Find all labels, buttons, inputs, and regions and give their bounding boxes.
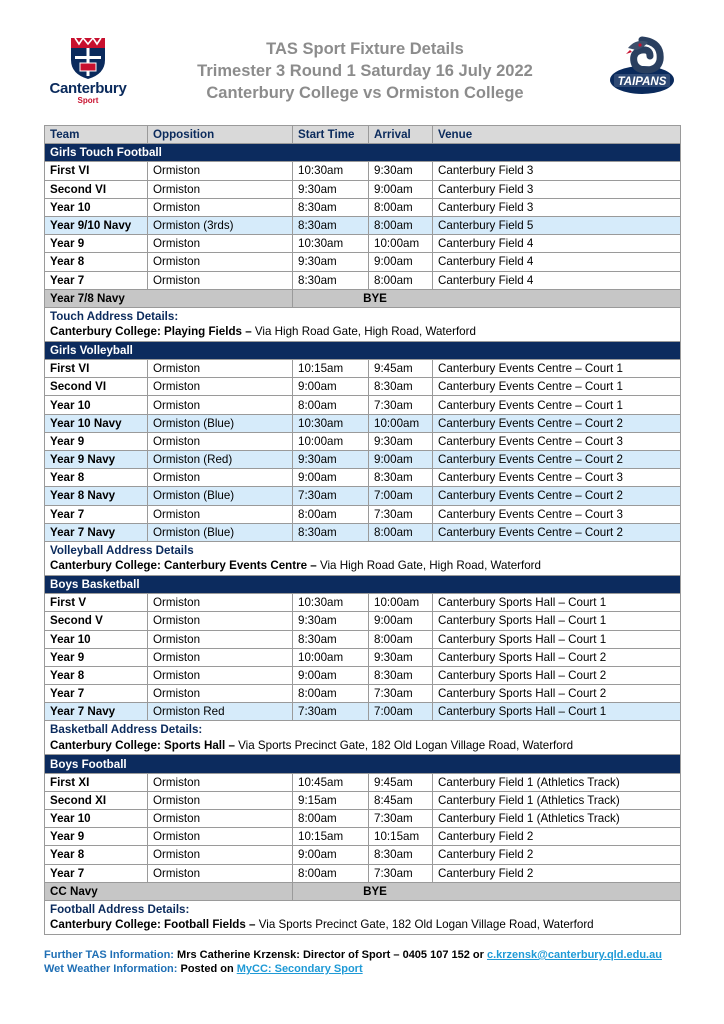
start-time-cell: 7:30am	[293, 487, 369, 505]
table-row	[45, 378, 681, 396]
opposition-cell: Ormiston	[148, 396, 293, 414]
team-cell: Year 9 Navy	[45, 451, 148, 469]
start-time-cell: 8:00am	[293, 505, 369, 523]
crest-icon	[69, 36, 107, 80]
venue-cell: Canterbury Events Centre – Court 3	[433, 469, 681, 487]
opposition-cell: Ormiston	[148, 846, 293, 864]
section-title: Girls Volleyball	[45, 341, 681, 359]
opposition-cell: Ormiston (Red)	[148, 451, 293, 469]
team-cell: Year 8 Navy	[45, 487, 148, 505]
start-time-cell: 9:15am	[293, 791, 369, 809]
arrival-cell: 9:00am	[369, 451, 433, 469]
page-header	[0, 0, 724, 120]
column-header-start-time: Start Time	[293, 126, 369, 144]
arrival-cell: 9:00am	[369, 180, 433, 198]
start-time-cell: 9:30am	[293, 180, 369, 198]
opposition-cell: Ormiston (3rds)	[148, 216, 293, 234]
table-row	[45, 505, 681, 523]
opposition-cell: Ormiston Red	[148, 703, 293, 721]
section-header-row	[45, 341, 681, 359]
table-row	[45, 791, 681, 809]
venue-cell: Canterbury Field 3	[433, 180, 681, 198]
arrival-cell: 8:00am	[369, 630, 433, 648]
address-location: Canterbury College: Canterbury Events Centre –	[50, 559, 317, 573]
venue-cell: Canterbury Field 2	[433, 846, 681, 864]
team-cell: Second VI	[45, 378, 148, 396]
address-detail: Via High Road Gate, High Road, Waterford	[251, 325, 476, 339]
section-title: Girls Touch Football	[45, 144, 681, 162]
bye-row	[45, 882, 681, 900]
arrival-cell: 8:00am	[369, 271, 433, 289]
table-row	[45, 198, 681, 216]
table-header-row	[45, 126, 681, 144]
bye-team-cell: Year 7/8 Navy	[45, 289, 293, 307]
title-line-1: TAS Sport Fixture Details	[266, 40, 464, 58]
arrival-cell: 10:00am	[369, 594, 433, 612]
team-cell: Year 7 Navy	[45, 523, 148, 541]
footer-weather-text: Posted on	[177, 963, 237, 975]
venue-cell: Canterbury Field 4	[433, 235, 681, 253]
arrival-cell: 10:15am	[369, 828, 433, 846]
section-title: Boys Football	[45, 755, 681, 773]
bye-row	[45, 289, 681, 307]
table-row	[45, 703, 681, 721]
venue-cell: Canterbury Field 3	[433, 162, 681, 180]
address-cell	[45, 900, 681, 934]
arrival-cell: 8:00am	[369, 216, 433, 234]
team-cell: Year 10	[45, 396, 148, 414]
team-cell: Year 9	[45, 648, 148, 666]
opposition-cell: Ormiston	[148, 253, 293, 271]
team-cell: Year 9	[45, 235, 148, 253]
table-row	[45, 864, 681, 882]
opposition-cell: Ormiston (Blue)	[148, 523, 293, 541]
title-line-3: Canterbury College vs Ormiston College	[206, 84, 524, 102]
arrival-cell: 7:30am	[369, 864, 433, 882]
arrival-cell: 9:00am	[369, 612, 433, 630]
start-time-cell: 9:00am	[293, 378, 369, 396]
arrival-cell: 8:30am	[369, 469, 433, 487]
start-time-cell: 9:00am	[293, 469, 369, 487]
footer-info-label: Further TAS Information:	[44, 949, 174, 961]
arrival-cell: 7:30am	[369, 505, 433, 523]
start-time-cell: 10:30am	[293, 235, 369, 253]
address-detail: Via Sports Precinct Gate, 182 Old Logan Village Road, Waterford	[255, 918, 594, 932]
address-detail: Via High Road Gate, High Road, Waterford	[316, 559, 541, 573]
bye-status-cell	[293, 882, 681, 900]
venue-cell: Canterbury Field 3	[433, 198, 681, 216]
start-time-cell: 9:30am	[293, 253, 369, 271]
opposition-cell: Ormiston	[148, 235, 293, 253]
title-line-2: Trimester 3 Round 1 Saturday 16 July 2022	[197, 62, 533, 80]
team-cell: Year 7	[45, 685, 148, 703]
table-row	[45, 216, 681, 234]
opposition-cell: Ormiston	[148, 666, 293, 684]
venue-cell: Canterbury Sports Hall – Court 1	[433, 612, 681, 630]
opposition-cell: Ormiston	[148, 432, 293, 450]
section-header-row	[45, 575, 681, 593]
opposition-cell: Ormiston	[148, 360, 293, 378]
start-time-cell: 8:30am	[293, 216, 369, 234]
venue-cell: Canterbury Events Centre – Court 2	[433, 451, 681, 469]
venue-cell: Canterbury Sports Hall – Court 1	[433, 630, 681, 648]
address-title: Football Address Details:	[50, 902, 190, 916]
opposition-cell: Ormiston	[148, 612, 293, 630]
table-row	[45, 846, 681, 864]
column-header-opposition: Opposition	[148, 126, 293, 144]
venue-cell: Canterbury Field 4	[433, 253, 681, 271]
table-row	[45, 666, 681, 684]
venue-cell: Canterbury Field 1 (Athletics Track)	[433, 810, 681, 828]
team-cell: Year 7 Navy	[45, 703, 148, 721]
address-row	[45, 900, 681, 934]
bye-label: BYE	[363, 884, 387, 898]
arrival-cell: 7:30am	[369, 810, 433, 828]
team-cell: Second V	[45, 612, 148, 630]
venue-cell: Canterbury Field 4	[433, 271, 681, 289]
address-row	[45, 541, 681, 575]
opposition-cell: Ormiston (Blue)	[148, 414, 293, 432]
opposition-cell: Ormiston (Blue)	[148, 487, 293, 505]
table-row	[45, 612, 681, 630]
arrival-cell: 9:30am	[369, 162, 433, 180]
address-location: Canterbury College: Football Fields –	[50, 918, 256, 932]
opposition-cell: Ormiston	[148, 469, 293, 487]
table-row	[45, 451, 681, 469]
bye-status-cell	[293, 289, 681, 307]
start-time-cell: 10:15am	[293, 360, 369, 378]
table-row	[45, 432, 681, 450]
snake-mascot-icon	[606, 36, 678, 104]
arrival-cell: 8:00am	[369, 523, 433, 541]
start-time-cell: 7:30am	[293, 703, 369, 721]
table-row	[45, 523, 681, 541]
start-time-cell: 8:00am	[293, 396, 369, 414]
team-cell: Year 7	[45, 505, 148, 523]
team-cell: Second XI	[45, 791, 148, 809]
arrival-cell: 8:30am	[369, 378, 433, 396]
table-row	[45, 414, 681, 432]
table-row	[45, 773, 681, 791]
venue-cell: Canterbury Sports Hall – Court 1	[433, 703, 681, 721]
opposition-cell: Ormiston	[148, 271, 293, 289]
start-time-cell: 9:00am	[293, 666, 369, 684]
arrival-cell: 7:00am	[369, 703, 433, 721]
arrival-cell: 7:00am	[369, 487, 433, 505]
address-title: Touch Address Details:	[50, 309, 179, 323]
venue-cell: Canterbury Field 2	[433, 864, 681, 882]
footer-email-link[interactable]: c.krzensk@canterbury.qld.edu.au	[486, 949, 662, 961]
start-time-cell: 8:30am	[293, 198, 369, 216]
address-cell	[45, 541, 681, 575]
team-cell: Year 9	[45, 828, 148, 846]
opposition-cell: Ormiston	[148, 198, 293, 216]
team-cell: Year 7	[45, 864, 148, 882]
venue-cell: Canterbury Field 1 (Athletics Track)	[433, 773, 681, 791]
footer-info-line	[44, 948, 704, 962]
start-time-cell: 10:00am	[293, 648, 369, 666]
venue-cell: Canterbury Events Centre – Court 1	[433, 378, 681, 396]
fixture-table	[44, 125, 681, 935]
table-row	[45, 630, 681, 648]
taipans-logo	[606, 36, 678, 104]
canterbury-logo	[40, 36, 136, 108]
arrival-cell: 7:30am	[369, 396, 433, 414]
address-title: Basketball Address Details:	[50, 723, 203, 737]
team-cell: Second VI	[45, 180, 148, 198]
team-cell: Year 9	[45, 432, 148, 450]
start-time-cell: 8:30am	[293, 630, 369, 648]
venue-cell: Canterbury Field 1 (Athletics Track)	[433, 791, 681, 809]
arrival-cell: 10:00am	[369, 414, 433, 432]
team-cell: Year 10	[45, 630, 148, 648]
column-header-venue: Venue	[433, 126, 681, 144]
team-cell: Year 10	[45, 810, 148, 828]
opposition-cell: Ormiston	[148, 828, 293, 846]
table-row	[45, 162, 681, 180]
start-time-cell: 10:15am	[293, 828, 369, 846]
table-row	[45, 235, 681, 253]
table-row	[45, 648, 681, 666]
footer-weather-label: Wet Weather Information:	[44, 963, 178, 975]
opposition-cell: Ormiston	[148, 180, 293, 198]
opposition-cell: Ormiston	[148, 594, 293, 612]
arrival-cell: 8:45am	[369, 791, 433, 809]
page-title	[150, 38, 580, 104]
venue-cell: Canterbury Field 5	[433, 216, 681, 234]
team-cell: Year 8	[45, 253, 148, 271]
venue-cell: Canterbury Sports Hall – Court 2	[433, 685, 681, 703]
start-time-cell: 9:30am	[293, 612, 369, 630]
logo-name: Canterbury	[49, 80, 127, 97]
footer-info-text: Mrs Catherine Krzensk: Director of Sport – 0405 107 152 or	[173, 949, 487, 961]
opposition-cell: Ormiston	[148, 648, 293, 666]
start-time-cell: 10:45am	[293, 773, 369, 791]
start-time-cell: 8:30am	[293, 271, 369, 289]
fixture-table-body	[45, 126, 681, 935]
venue-cell: Canterbury Field 2	[433, 828, 681, 846]
footer-weather-link[interactable]: MyCC: Secondary Sport	[236, 963, 363, 975]
arrival-cell: 7:30am	[369, 685, 433, 703]
team-cell: Year 10 Navy	[45, 414, 148, 432]
opposition-cell: Ormiston	[148, 630, 293, 648]
table-row	[45, 810, 681, 828]
team-cell: Year 7	[45, 271, 148, 289]
venue-cell: Canterbury Events Centre – Court 2	[433, 523, 681, 541]
arrival-cell: 10:00am	[369, 235, 433, 253]
opposition-cell: Ormiston	[148, 685, 293, 703]
start-time-cell: 8:30am	[293, 523, 369, 541]
opposition-cell: Ormiston	[148, 864, 293, 882]
team-cell: Year 8	[45, 666, 148, 684]
team-cell: Year 8	[45, 469, 148, 487]
address-row	[45, 721, 681, 755]
start-time-cell: 10:00am	[293, 432, 369, 450]
team-cell: Year 9/10 Navy	[45, 216, 148, 234]
table-row	[45, 396, 681, 414]
table-row	[45, 271, 681, 289]
page-footer	[44, 948, 704, 976]
address-title: Volleyball Address Details	[50, 543, 194, 557]
start-time-cell: 10:30am	[293, 594, 369, 612]
venue-cell: Canterbury Events Centre – Court 2	[433, 414, 681, 432]
venue-cell: Canterbury Sports Hall – Court 1	[433, 594, 681, 612]
team-cell: First VI	[45, 162, 148, 180]
arrival-cell: 8:00am	[369, 198, 433, 216]
team-cell: First V	[45, 594, 148, 612]
address-cell	[45, 721, 681, 755]
logo-subtitle: Sport	[77, 96, 99, 105]
team-cell: First XI	[45, 773, 148, 791]
start-time-cell: 9:00am	[293, 846, 369, 864]
arrival-cell: 9:30am	[369, 432, 433, 450]
address-row	[45, 307, 681, 341]
arrival-cell: 9:45am	[369, 773, 433, 791]
table-row	[45, 685, 681, 703]
opposition-cell: Ormiston	[148, 378, 293, 396]
opposition-cell: Ormiston	[148, 773, 293, 791]
start-time-cell: 10:30am	[293, 414, 369, 432]
address-location: Canterbury College: Playing Fields –	[50, 325, 252, 339]
table-row	[45, 253, 681, 271]
venue-cell: Canterbury Sports Hall – Court 2	[433, 648, 681, 666]
address-detail: Via Sports Precinct Gate, 182 Old Logan Village Road, Waterford	[234, 738, 574, 752]
bye-team-cell: CC Navy	[45, 882, 293, 900]
venue-cell: Canterbury Events Centre – Court 3	[433, 432, 681, 450]
opposition-cell: Ormiston	[148, 791, 293, 809]
venue-cell: Canterbury Events Centre – Court 2	[433, 487, 681, 505]
column-header-arrival: Arrival	[369, 126, 433, 144]
venue-cell: Canterbury Events Centre – Court 1	[433, 396, 681, 414]
venue-cell: Canterbury Events Centre – Court 3	[433, 505, 681, 523]
start-time-cell: 8:00am	[293, 685, 369, 703]
arrival-cell: 9:30am	[369, 648, 433, 666]
section-title: Boys Basketball	[45, 575, 681, 593]
table-row	[45, 828, 681, 846]
opposition-cell: Ormiston	[148, 505, 293, 523]
table-row	[45, 360, 681, 378]
arrival-cell: 8:30am	[369, 846, 433, 864]
start-time-cell: 10:30am	[293, 162, 369, 180]
start-time-cell: 8:00am	[293, 810, 369, 828]
section-header-row	[45, 755, 681, 773]
team-cell: First VI	[45, 360, 148, 378]
venue-cell: Canterbury Events Centre – Court 1	[433, 360, 681, 378]
table-row	[45, 469, 681, 487]
arrival-cell: 8:30am	[369, 666, 433, 684]
arrival-cell: 9:45am	[369, 360, 433, 378]
address-location: Canterbury College: Sports Hall –	[50, 738, 235, 752]
start-time-cell: 9:30am	[293, 451, 369, 469]
start-time-cell: 8:00am	[293, 864, 369, 882]
table-row	[45, 180, 681, 198]
arrival-cell: 9:00am	[369, 253, 433, 271]
venue-cell: Canterbury Sports Hall – Court 2	[433, 666, 681, 684]
team-cell: Year 8	[45, 846, 148, 864]
section-header-row	[45, 144, 681, 162]
column-header-team: Team	[45, 126, 148, 144]
team-cell: Year 10	[45, 198, 148, 216]
footer-weather-line	[44, 962, 704, 976]
table-row	[45, 594, 681, 612]
address-cell	[45, 307, 681, 341]
table-row	[45, 487, 681, 505]
opposition-cell: Ormiston	[148, 810, 293, 828]
bye-label: BYE	[363, 291, 387, 305]
taipans-logo-text: TAIPANS	[617, 76, 667, 88]
opposition-cell: Ormiston	[148, 162, 293, 180]
